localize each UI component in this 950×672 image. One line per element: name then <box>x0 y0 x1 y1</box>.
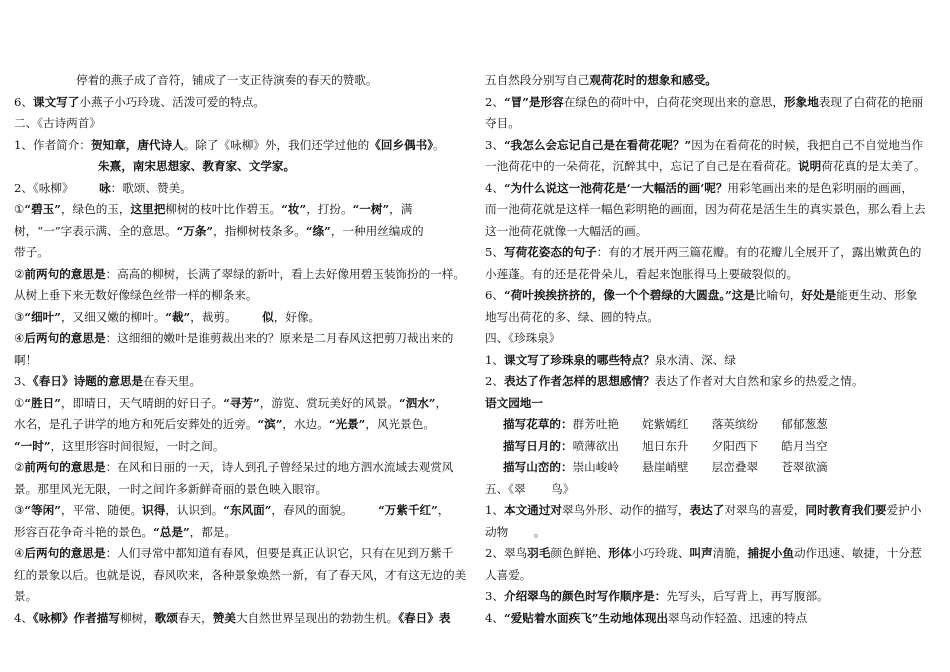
text: 6、 <box>485 288 504 302</box>
bold-text: “一树” <box>352 202 390 216</box>
bold-text: 好处是 <box>801 288 837 302</box>
text: 在春天里。 <box>143 374 202 388</box>
text: 6、 <box>14 94 33 109</box>
text-line <box>14 264 466 286</box>
text: 先写头，后写背上，再写腹部。 <box>666 589 829 603</box>
text: 表达了作者对大自然和家乡的热爱之情。 <box>654 374 864 388</box>
bold-text: 写荷花姿态的句子 <box>503 245 597 259</box>
bold-text: 形体 <box>608 546 632 560</box>
text: ：人们寻常中都知道有春风，但要是真正认识它，只有在见到万紫千 <box>105 546 454 560</box>
text: 喷薄欲出 旭日东升 夕阳西下 皓月当空 <box>572 438 828 453</box>
bold-text: “寻芳” <box>223 395 260 410</box>
bold-text: 捕捉小鱼 <box>747 546 794 560</box>
bold-text: “光景” <box>328 417 366 431</box>
text-line <box>14 457 466 479</box>
bold-text: “妆” <box>281 202 307 216</box>
left-column <box>14 70 466 629</box>
bold-text: “胜日” <box>24 395 61 410</box>
bold-text: 后两句的意思是 <box>24 546 106 560</box>
text: 大自然世界呈现出的勃勃生机。 <box>235 610 399 625</box>
text: 3、 <box>485 589 504 603</box>
text-line <box>485 113 937 135</box>
text-line <box>14 92 466 114</box>
text: ，都是。 <box>189 524 237 539</box>
bold-text: “总是” <box>153 524 190 539</box>
text: 柳树的枝叶比作碧玉。 <box>165 202 282 216</box>
text-line <box>14 371 466 393</box>
text: 一池荷花中的一朵荷花，沉醉其中，忘记了自己是在看荷花。 <box>485 159 799 173</box>
text: ，认识到。 <box>165 503 224 517</box>
text-line <box>14 199 466 221</box>
text: ，又细又嫩的柳叶。 <box>60 309 166 324</box>
bold-text: “东风面” <box>223 503 272 517</box>
bold-text: 贺知章，唐代诗人 <box>90 137 184 152</box>
text: ：有的才展开两三篇花瓣。有的花瓣儿全展开了，露出嫩黄色的 <box>596 245 922 259</box>
text: 因为在看荷花的时候，我把自己不自觉地当作 <box>691 137 924 152</box>
text: ，满 <box>389 202 413 216</box>
text-line <box>485 70 937 92</box>
text-line <box>485 608 937 630</box>
text-line <box>14 178 466 200</box>
text: 五自然段分别写自己 <box>485 73 590 87</box>
bold-text: “冒”是形容 <box>503 94 564 109</box>
text: 五、《翠 <box>485 481 526 496</box>
text-line <box>485 543 937 565</box>
right-column <box>485 70 937 629</box>
text-line <box>14 414 466 436</box>
text-line <box>14 586 466 608</box>
text: 3、 <box>14 374 33 388</box>
text: 1、 <box>485 352 504 367</box>
bold-text: “我怎么会忘记自己是在看荷花呢？” <box>503 137 692 152</box>
text: 四、《珍珠泉》 <box>485 331 561 345</box>
text: ① <box>14 395 25 410</box>
text: 能更生动、形象 <box>836 288 918 302</box>
text-line <box>485 479 937 501</box>
bold-text: 课文写了 <box>32 94 80 109</box>
text: 形容百花争奇斗艳的景色。 <box>14 524 154 539</box>
text: 夺目。 <box>485 116 520 130</box>
text: ，好像。 <box>273 309 321 324</box>
text-line <box>14 242 466 264</box>
text-line <box>485 264 937 286</box>
text: 荷花真的是太美了。 <box>821 159 926 173</box>
text-line <box>485 307 937 329</box>
text: ③ <box>14 309 25 324</box>
text: 这一池荷花就像一大幅活的画。 <box>485 223 648 238</box>
text: ② <box>14 460 25 474</box>
text: ，指柳树枝条多。 <box>213 223 306 238</box>
text: 鸟》 <box>551 481 575 496</box>
text-line <box>485 414 937 436</box>
text-line <box>14 436 466 458</box>
text-line <box>485 350 937 372</box>
text-line <box>485 371 937 393</box>
text: ② <box>14 266 25 281</box>
bold-text: 形象地 <box>784 94 819 109</box>
text: 人喜爱。 <box>485 567 532 582</box>
bold-text: 表达了作者怎样的思想感情？ <box>503 374 655 388</box>
text: 群芳吐艳 姹紫嫣红 落英缤纷 郁郁葱葱 <box>572 417 828 431</box>
bold-text: 说明 <box>798 159 822 173</box>
bold-text: 咏 <box>99 180 111 195</box>
bold-text: 前两句的意思是 <box>24 266 106 281</box>
text: 小巧玲珑、 <box>631 546 690 560</box>
text: 。除了《咏柳》外，我们还学过他的 <box>183 137 370 152</box>
text-line <box>14 350 466 372</box>
bold-text: 介绍翠鸟的颜色时写作顺序是： <box>503 589 667 603</box>
text: 水名，是孔子讲学的地方和死后安葬处的近旁。 <box>14 417 258 431</box>
text: ④ <box>14 331 25 345</box>
bold-text: “万紫千红” <box>378 503 438 517</box>
bold-text: 诗题的意思是 <box>73 374 144 388</box>
text: 树，“一”字表示满、全的意思。 <box>14 223 177 238</box>
text-line <box>14 543 466 565</box>
text: 啊！ <box>14 352 38 367</box>
bold-text: “为什么说这一池荷花是‘一大幅活的画’呢？ <box>503 180 728 195</box>
bold-text: “等闲” <box>24 503 61 517</box>
bold-text: 似 <box>262 309 274 324</box>
text: 柳树， <box>119 610 155 625</box>
text-line <box>485 586 937 608</box>
bold-text: 这里把 <box>130 202 166 216</box>
text: 景。那里风光无限，一时之间许多新鲜奇丽的景色映入眼帘。 <box>14 481 328 496</box>
text-line <box>485 199 937 221</box>
text: 景。 <box>14 589 38 603</box>
text: ③ <box>14 503 25 517</box>
text: ：这细细的嫩叶是谁剪裁出来的？原来是二月春风这把剪刀裁出来的 <box>105 331 454 345</box>
bold-text: 前两句的意思是 <box>24 460 106 474</box>
text: ：高高的柳树，长满了翠绿的新叶，看上去好像用碧玉装饰扮的一样。 <box>105 266 465 281</box>
text: 清脆， <box>712 546 748 560</box>
text: 带子。 <box>14 245 49 259</box>
text: 用彩笔画出来的是色彩明丽的画画， <box>727 180 913 195</box>
text-line <box>485 135 937 157</box>
text: ① <box>14 202 25 216</box>
text: 2、 <box>485 94 504 109</box>
text-line <box>14 135 466 157</box>
text: 颜色鲜艳、 <box>550 546 609 560</box>
bold-text: “细叶” <box>24 309 61 324</box>
text: 爱护小 <box>886 503 922 517</box>
text-line <box>485 328 937 350</box>
bold-text: 识得 <box>142 503 166 517</box>
text-line <box>485 393 937 415</box>
text-line <box>485 221 937 243</box>
bold-text: 赞美 <box>212 610 236 625</box>
bold-text: “荷叶挨挨挤挤的，像一个个碧绿的大圆盘。”这是 <box>503 288 755 302</box>
bold-text: “碧玉” <box>24 202 61 216</box>
text-line <box>485 92 937 114</box>
bold-text: “裁” <box>165 309 191 324</box>
text: 4、 <box>485 610 504 625</box>
text-line <box>14 565 466 587</box>
text: 动作迅速、敏捷，十分惹 <box>793 546 922 560</box>
text: ，裁剪。 <box>190 309 237 324</box>
text-line <box>485 178 937 200</box>
bold-text: 描写花草的： <box>503 417 573 431</box>
text: 翠鸟动作轻盈、迅速的特点 <box>668 610 808 625</box>
text: ，风光景色。 <box>365 417 435 431</box>
bold-text: 歌颂 <box>154 610 178 625</box>
text-line <box>14 156 466 178</box>
text: 翠鸟外形、动作的描写， <box>561 503 690 517</box>
text-line <box>485 500 937 522</box>
bold-text: 叫声 <box>689 546 713 560</box>
text-line <box>485 565 937 587</box>
bold-text: 《春日》表 <box>398 610 451 625</box>
text: 而一池荷花就是这样一幅色彩明艳的画面，因为荷花是活生生的真实景色，那么看上去 <box>485 202 926 216</box>
bold-text: 语文园地一 <box>485 395 543 410</box>
text: ，春风的面貌。 <box>271 503 353 517</box>
text: 在绿色的荷叶中，白荷花突现出来的意思， <box>563 94 784 109</box>
text-line <box>14 479 466 501</box>
bold-text: 同时教育我们要 <box>805 503 887 517</box>
bold-text: 观荷花时的想象和感受。 <box>589 73 717 87</box>
text: ，水边。 <box>282 417 329 431</box>
text-line <box>14 221 466 243</box>
bold-text: 本文通过对 <box>503 503 562 517</box>
text: ④ <box>14 546 25 560</box>
text: 2、翠鸟 <box>485 546 528 560</box>
text: ：在风和日丽的一天，诗人到孔子曾经呆过的地方泗水流域去观赏风 <box>105 460 454 474</box>
text-line <box>14 328 466 350</box>
text: ，打扮。 <box>306 202 353 216</box>
bold-text: 《春日》 <box>32 374 74 388</box>
text-line <box>14 608 466 630</box>
bold-text: “绦” <box>305 223 331 238</box>
text: 小燕子小巧玲珑、活泼可爱的特点。 <box>79 94 265 109</box>
text: ：歌颂、赞美。 <box>110 180 192 195</box>
text-line <box>14 522 466 544</box>
bold-text: 课文写了珍珠泉的哪些特点？ <box>503 352 655 367</box>
text: 比喻句， <box>755 288 802 302</box>
bold-text: 后两句的意思是 <box>24 331 106 345</box>
text: 表现了白荷花的艳丽 <box>818 94 924 109</box>
text: 对翠鸟的喜爱， <box>724 503 806 517</box>
bold-text: “万条” <box>176 223 214 238</box>
text-line <box>14 113 466 135</box>
bold-text: 表达了 <box>689 503 725 517</box>
text: 地写出荷花的多、绿、圆的特点。 <box>485 309 659 324</box>
bold-text: 羽毛 <box>527 546 551 560</box>
bold-text: 描写山峦的： <box>503 460 573 474</box>
text: 春天， <box>177 610 213 625</box>
text-line <box>485 457 937 479</box>
text: ，即晴日，天气晴朗的好日子。 <box>60 395 224 410</box>
bold-text: 描写日月的： <box>503 438 573 453</box>
bold-text: 《咏柳》作者描写 <box>32 610 120 625</box>
text: 泉水清、深、绿 <box>654 352 736 367</box>
text: ，绿色的玉， <box>60 202 131 216</box>
text: 小莲蓬。有的还是花骨朵儿，看起来饱胀得马上要破裂似的。 <box>485 266 799 281</box>
text: 崇山峻岭 悬崖峭壁 层峦叠翠 苍翠欲滴 <box>572 460 828 474</box>
text: 动物 <box>485 524 509 539</box>
text: 2、 <box>485 374 504 388</box>
text-line <box>14 500 466 522</box>
bold-text: “滨” <box>257 417 283 431</box>
text: ，平常、随便。 <box>60 503 143 517</box>
text-line <box>485 522 937 544</box>
text: ，这里形容时间很短，一时之间。 <box>50 438 225 453</box>
text: 3、 <box>485 137 504 152</box>
bold-text: “泗水” <box>398 395 436 410</box>
text-line <box>14 70 466 92</box>
text: 停着的燕子成了音符，铺成了一支正待演奏的春天的赞歌。 <box>76 73 378 87</box>
text: 红的景象以后。也就是说，春风吹来，各种景象焕然一新，有了春天风，才有这无边的美 <box>14 567 466 582</box>
text: ， <box>435 395 448 410</box>
text-line <box>485 436 937 458</box>
text: 2、《咏柳》 <box>14 180 74 195</box>
bold-text: “一时” <box>14 438 51 453</box>
bold-text: 《回乡偶书》 <box>369 137 433 152</box>
text: ，一种用丝编成的 <box>330 223 424 238</box>
text-line <box>14 285 466 307</box>
text: 从树上垂下来无数好像绿色丝带一样的柳条来。 <box>14 288 258 302</box>
text: ，游览、赏玩美好的风景。 <box>259 395 399 410</box>
text: 1、作者简介： <box>14 137 91 152</box>
text-line <box>14 393 466 415</box>
text: 。 <box>533 524 546 539</box>
text: 1、 <box>485 503 504 517</box>
text: 。 <box>433 137 445 152</box>
bold-text: 朱熹，南宋思想家、教育家、文学家。 <box>98 159 296 173</box>
text-line <box>485 242 937 264</box>
text-line <box>485 285 937 307</box>
text: 4、 <box>485 180 504 195</box>
text-line <box>14 307 466 329</box>
text: 二、《古诗两首》 <box>14 116 101 130</box>
text: ， <box>437 503 450 517</box>
text-line <box>485 156 937 178</box>
text: 5、 <box>485 245 504 259</box>
bold-text: “爱贴着水面疾飞”生动地体现出 <box>503 610 669 625</box>
text: 4、 <box>14 610 33 625</box>
